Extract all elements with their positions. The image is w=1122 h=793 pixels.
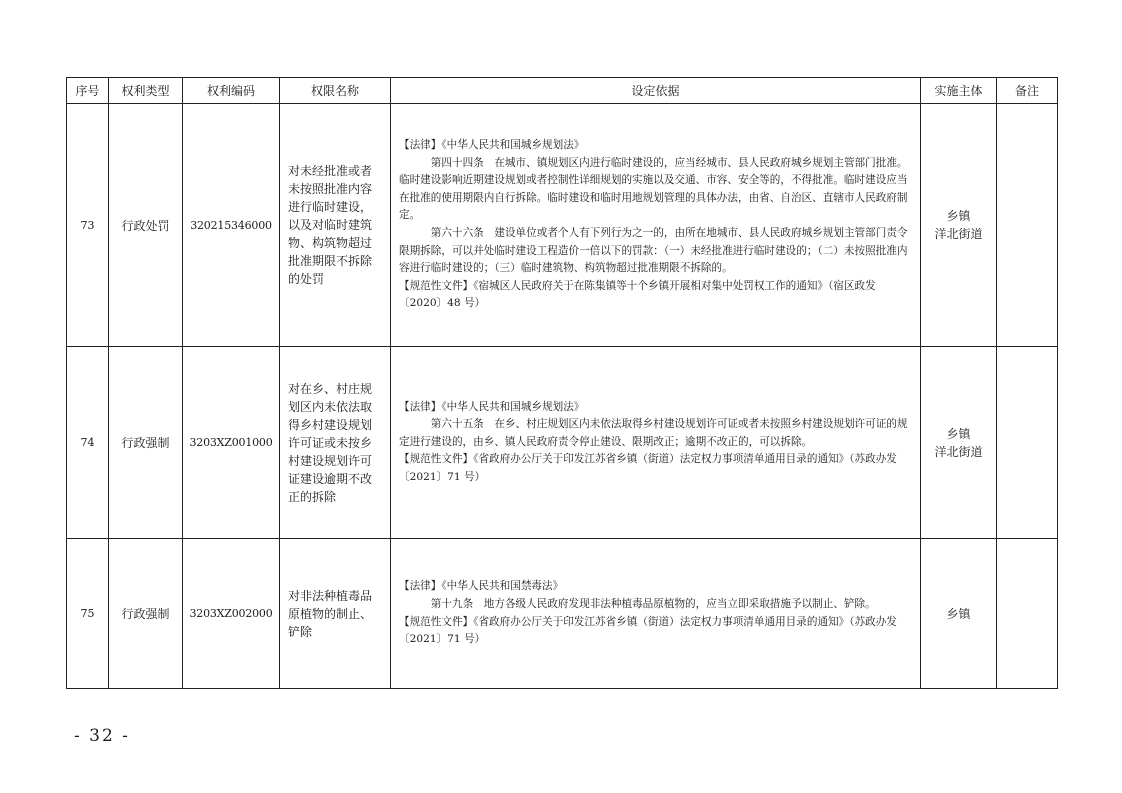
- basis-normative-doc: 【规范性文件】《宿城区人民政府关于在陈集镇等十个乡镇开展相对集中处罚权工作的通知》（宿区政发〔2020〕48 号）: [399, 279, 876, 310]
- header-name: 权限名称: [280, 78, 391, 104]
- table-row: [67, 539, 1058, 689]
- row-name: 对非法种植毒品原植物的制止、铲除: [280, 539, 391, 689]
- subject-item: 乡镇: [946, 606, 971, 621]
- header-code: 权利编码: [183, 78, 280, 104]
- basis-normative-doc: 【规范性文件】《省政府办公厅关于印发江苏省乡镇（街道）法定权力事项清单通用目录的通知》（苏政办发〔2021〕71 号）: [399, 453, 897, 483]
- page-number: - 32 -: [74, 726, 130, 746]
- basis-normative-doc: 【规范性文件】《省政府办公厅关于印发江苏省乡镇（街道）法定权力事项清单通用目录的通知》（苏政办发〔2021〕71 号）: [399, 615, 897, 646]
- basis-article: 第四十四条 在城市、镇规划区内进行临时建设的，应当经城市、县人民政府城乡规划主管部门批准。临时建设影响近期建设规划或者控制性详细规划的实施以及交通、市容、安全等的，不得批准。临时建设应当在批准的使用期限内自行拆除。临时建设和临时用地规划管理的具体办法，由省、自治区、直辖市人民政府制定。: [399, 156, 908, 222]
- row-subject: [921, 539, 997, 689]
- subject-item: 乡镇: [946, 209, 971, 223]
- basis-law: 【法律】《中华人民共和国禁毒法》: [399, 580, 564, 593]
- row-remark: [997, 347, 1058, 539]
- row-code: 320215346000: [183, 104, 280, 347]
- basis-article: 第十九条 地方各级人民政府发现非法种植毒品原植物的，应当立即采取措施予以制止、铲除。: [430, 597, 876, 610]
- row-no: 74: [67, 347, 109, 539]
- row-type: 行政处罚: [109, 104, 183, 347]
- header-no: 序号: [67, 78, 109, 104]
- basis-law: 【法律】《中华人民共和国城乡规划法》: [399, 400, 585, 413]
- row-type: 行政强制: [109, 539, 183, 689]
- row-basis: [391, 104, 921, 347]
- subject-item: 洋北街道: [934, 444, 983, 459]
- table-row: [67, 104, 1058, 347]
- header-basis: 设定依据: [391, 78, 921, 104]
- row-code: 3203XZ002000: [183, 539, 280, 689]
- table-row: [67, 347, 1058, 539]
- header-remark: 备注: [997, 78, 1058, 104]
- row-code: 3203XZ001000: [183, 347, 280, 539]
- row-no: 75: [67, 539, 109, 689]
- row-remark: [997, 539, 1058, 689]
- basis-article: 第六十六条 建设单位或者个人有下列行为之一的，由所在地城市、县人民政府城乡规划主管部门责令限期拆除，可以并处临时建设工程造价一倍以下的罚款：（一）未经批准进行临时建设的；（二）未按照批准内容进行临时建设的；（三）临时建筑物、构筑物超过批准期限不拆除的。: [399, 227, 908, 275]
- row-subject: [921, 347, 997, 539]
- table-header-row: [67, 78, 1058, 104]
- subject-item: 乡镇: [946, 426, 971, 441]
- rights-table: [66, 77, 1058, 689]
- row-name: 对在乡、村庄规划区内未依法取得乡村建设规划许可证或未按乡村建设规划许可证建设逾期不改正的拆除: [280, 347, 391, 539]
- row-subject: [921, 104, 997, 347]
- subject-item: 洋北街道: [934, 227, 983, 241]
- row-name: 对未经批准或者未按照批准内容进行临时建设，以及对临时建筑物、构筑物超过批准期限不拆除的处罚: [280, 104, 391, 347]
- row-remark: [997, 104, 1058, 347]
- header-type: 权利类型: [109, 78, 183, 104]
- basis-article: 第六十五条 在乡、村庄规划区内未依法取得乡村建设规划许可证或者未按照乡村建设规划许可证的规定进行建设的，由乡、镇人民政府责令停止建设、限期改正；逾期不改正的，可以拆除。: [399, 418, 908, 448]
- row-no: 73: [67, 104, 109, 347]
- row-basis: [391, 347, 921, 539]
- row-type: 行政强制: [109, 347, 183, 539]
- header-subject: 实施主体: [921, 78, 997, 104]
- row-basis: [391, 539, 921, 689]
- basis-law: 【法律】《中华人民共和国城乡规划法》: [399, 139, 585, 152]
